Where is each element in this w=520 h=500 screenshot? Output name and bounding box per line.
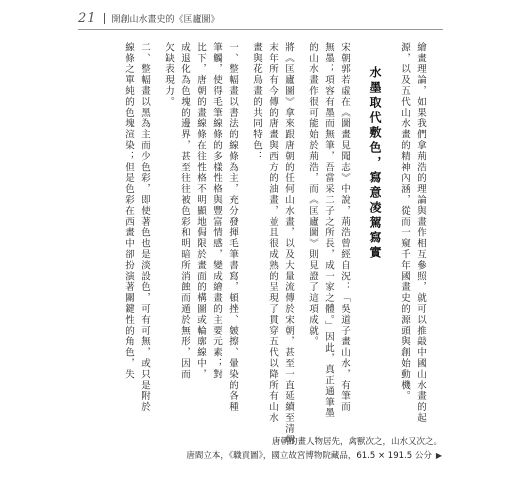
text-column: 源，以及五代山水畫的精神內涵，從而一窺千年國畫史的源頭與創始動機。	[399, 42, 410, 402]
page-number: 21	[78, 10, 97, 26]
text-column: 無墨；項容有墨而無筆，吾當采二子之所長，成一家之體。」因此，真正通筆墨	[323, 42, 334, 419]
text-column: 繪畫理論，如果我們拿荊浩的理論與畫作相互參照，就可以推敲中國山水畫的起	[415, 42, 426, 424]
text-column: 一、整幅畫以書法的線條為主，充分發揮毛筆書寫，頓挫、皴擦、暈染的各種	[227, 42, 238, 413]
text-column: 將《匡廬圖》拿來跟唐朝的任何山水畫，以及大量流傳於宋朝，甚至一直延續至清朝	[283, 42, 294, 446]
text-column: 欠缺表現力。	[163, 42, 174, 108]
header-rule	[78, 29, 443, 30]
chapter-title: 開創山水畫史的《匡廬圖》	[111, 14, 220, 25]
text-column: 比下，唐朝的畫線條在往性格不明顯地侷限於畫面的構圖或輪廓線中，	[195, 42, 206, 380]
text-column: 二、整幅畫以黑為主而少色彩，即使著色也是淡設色，可有可無，或只是附於	[139, 42, 150, 413]
text-column: 末年所有今傳的唐畫與西方的油畫，並且很成熟的呈現了貫穿五代以降所有山水	[267, 42, 278, 424]
text-column: 線條之單純的色塊渲染；但是色彩在西畫中卻扮演著關鍵性的角色，失	[123, 42, 134, 380]
caption-line-2: 唐閻立本，《職貢圖》，國立故宮博物院藏品，61.5 × 191.5 公分	[186, 451, 432, 461]
text-column: 宋朝郭若虛在《圖畫見聞志》中說，荊浩曾經自況：「吳道子畫山水，有筆而	[339, 42, 350, 413]
running-header	[78, 10, 220, 26]
section-heading: 水墨取代敷色，寫意凌駕寫實	[368, 66, 382, 261]
text-column: 畫與花鳥畫的共同特色：	[251, 42, 262, 162]
text-column: 的山水畫作很可能始於荊浩，而《匡廬圖》則見證了這項成就。	[307, 42, 318, 348]
caption-line-1: 唐朝的畫人物居先，禽獸次之，山水又次之。	[271, 437, 442, 447]
text-column: 筆觸，使得毛筆線條的多樣性格與豐富情感，變成繪畫的主要元素；對	[211, 42, 222, 380]
figure-caption	[186, 436, 442, 463]
text-column: 成退化為色塊的邊界，甚至往往被色彩和明暗所消蝕而遁於無形，因而	[179, 42, 190, 380]
triangle-right-icon: ▶	[435, 451, 442, 460]
header-divider	[104, 13, 105, 24]
